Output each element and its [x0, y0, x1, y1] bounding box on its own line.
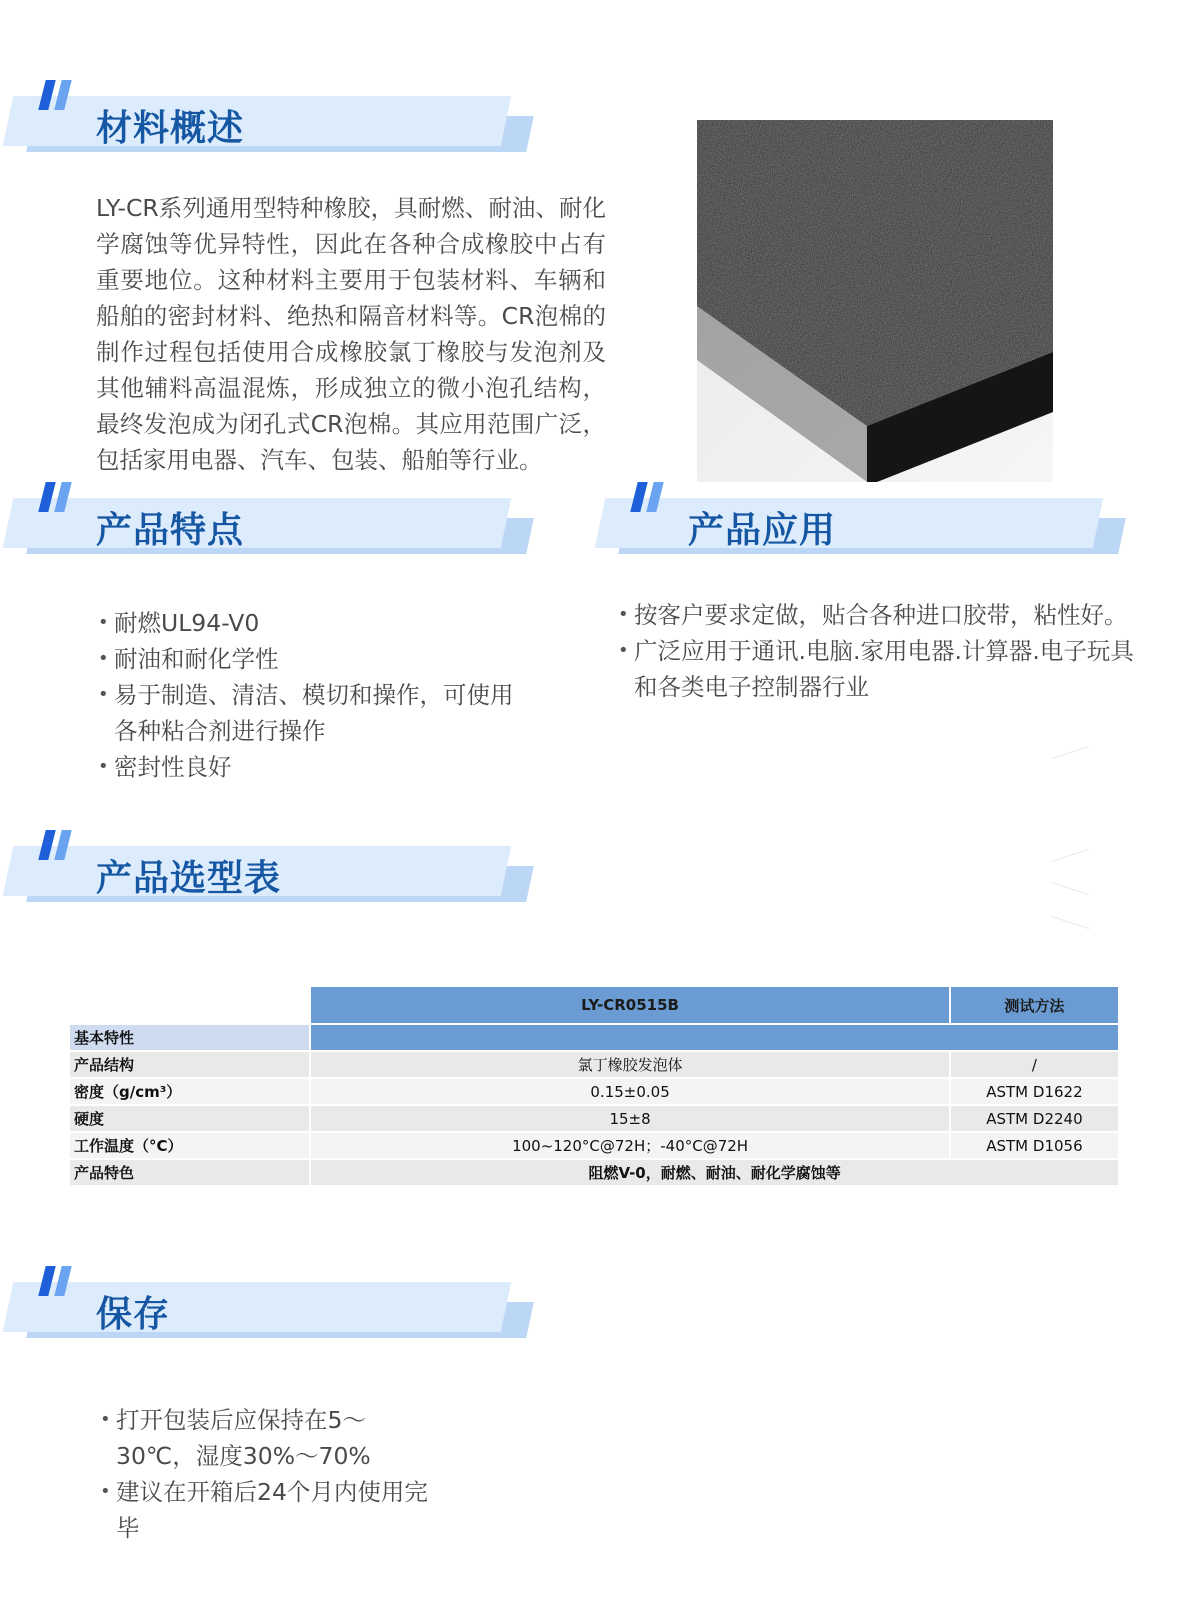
row-label: 产品结构 — [70, 1052, 309, 1077]
section-title: 产品选型表 — [96, 858, 282, 899]
table-header-row — [70, 987, 1118, 1023]
section-header-applications — [592, 482, 1132, 572]
table-group-row — [70, 1025, 1118, 1050]
header-band — [3, 96, 512, 146]
row-label: 工作温度（°C） — [70, 1133, 309, 1158]
row-value: 氯丁橡胶发泡体 — [311, 1052, 949, 1077]
table-row — [70, 1160, 1118, 1185]
section-header-overview — [0, 80, 540, 170]
section-header-storage — [0, 1266, 540, 1356]
bullet-icon: • — [98, 612, 109, 633]
table-row — [70, 1106, 1118, 1131]
row-label: 产品特色 — [70, 1160, 309, 1185]
decorative-stroke — [1051, 882, 1089, 895]
table-corner-cell — [70, 987, 309, 1023]
table-row — [70, 1133, 1118, 1158]
bullet-icon: • — [100, 1409, 111, 1430]
bullet-icon: • — [98, 684, 109, 705]
section-title: 材料概述 — [96, 108, 245, 149]
section-title: 产品应用 — [688, 510, 837, 551]
list-item: • 易于制造、清洁、模切和操作，可使用各种粘合剂进行操作 — [98, 677, 528, 749]
table-row — [70, 1079, 1118, 1104]
decorative-stroke — [1051, 746, 1089, 759]
table-row — [70, 1052, 1118, 1077]
header-band — [3, 498, 512, 548]
list-item: • 按客户要求定做，贴合各种进口胶带，粘性好。 — [618, 597, 1138, 633]
row-value: 0.15±0.05 — [311, 1079, 949, 1104]
list-item: • 广泛应用于通讯.电脑.家用电器.计算器.电子玩具和各类电子控制器行业 — [618, 633, 1138, 705]
section-header-selection — [0, 830, 540, 920]
product-image — [697, 120, 1053, 482]
row-label: 密度（g/cm³） — [70, 1079, 309, 1104]
bullet-icon: • — [618, 640, 629, 661]
list-item: • 耐燃UL94-V0 — [98, 605, 528, 641]
bullet-icon: • — [98, 648, 109, 669]
row-value: 阻燃V-0，耐燃、耐油、耐化学腐蚀等 — [311, 1160, 1118, 1185]
overview-paragraph: LY-CR系列通用型特种橡胶，具耐燃、耐油、耐化学腐蚀等优异特性，因此在各种合成橡胶中占有重要地位。这种材料主要用于包装材料、车辆和船舶的密封材料、绝热和隔音材料等。CR泡棉的制作过程包括使用合成橡胶氯丁橡胶与发泡剂及其他辅料高温混炼，形成独立的微小泡孔结构，最终发泡成为闭孔式CR泡棉。其应用范围广泛，包括家用电器、汽车、包装、船舶等行业。 — [96, 194, 606, 474]
storage-list — [100, 1402, 435, 1546]
row-label: 硬度 — [70, 1106, 309, 1131]
section-header-features — [0, 482, 540, 572]
group-fill — [311, 1025, 1118, 1050]
bullet-icon: • — [618, 604, 629, 625]
group-label: 基本特性 — [70, 1025, 309, 1050]
selection-table — [68, 985, 1120, 1187]
decorative-stroke — [1051, 916, 1089, 929]
section-title: 保存 — [96, 1294, 171, 1335]
bullet-icon: • — [100, 1481, 111, 1502]
row-method: ASTM D1622 — [951, 1079, 1118, 1104]
row-method: ASTM D2240 — [951, 1106, 1118, 1131]
column-header-method: 测试方法 — [951, 987, 1118, 1023]
column-header-product: LY-CR0515B — [311, 987, 949, 1023]
bullet-icon: • — [98, 756, 109, 777]
list-item: • 密封性良好 — [98, 749, 528, 785]
row-method: ASTM D1056 — [951, 1133, 1118, 1158]
header-band — [3, 1282, 512, 1332]
row-value: 100~120°C@72H；-40°C@72H — [311, 1133, 949, 1158]
list-item: • 耐油和耐化学性 — [98, 641, 528, 677]
applications-list — [618, 597, 1138, 705]
section-title: 产品特点 — [96, 510, 245, 551]
header-band — [595, 498, 1104, 548]
decorative-stroke — [1051, 849, 1089, 862]
list-item: • 打开包装后应保持在5～30℃，湿度30%～70% — [100, 1402, 435, 1474]
row-method: / — [951, 1052, 1118, 1077]
list-item: • 建议在开箱后24个月内使用完毕 — [100, 1474, 435, 1546]
cr-foam-sheet-image — [697, 120, 1053, 482]
row-value: 15±8 — [311, 1106, 949, 1131]
features-list — [98, 605, 528, 785]
